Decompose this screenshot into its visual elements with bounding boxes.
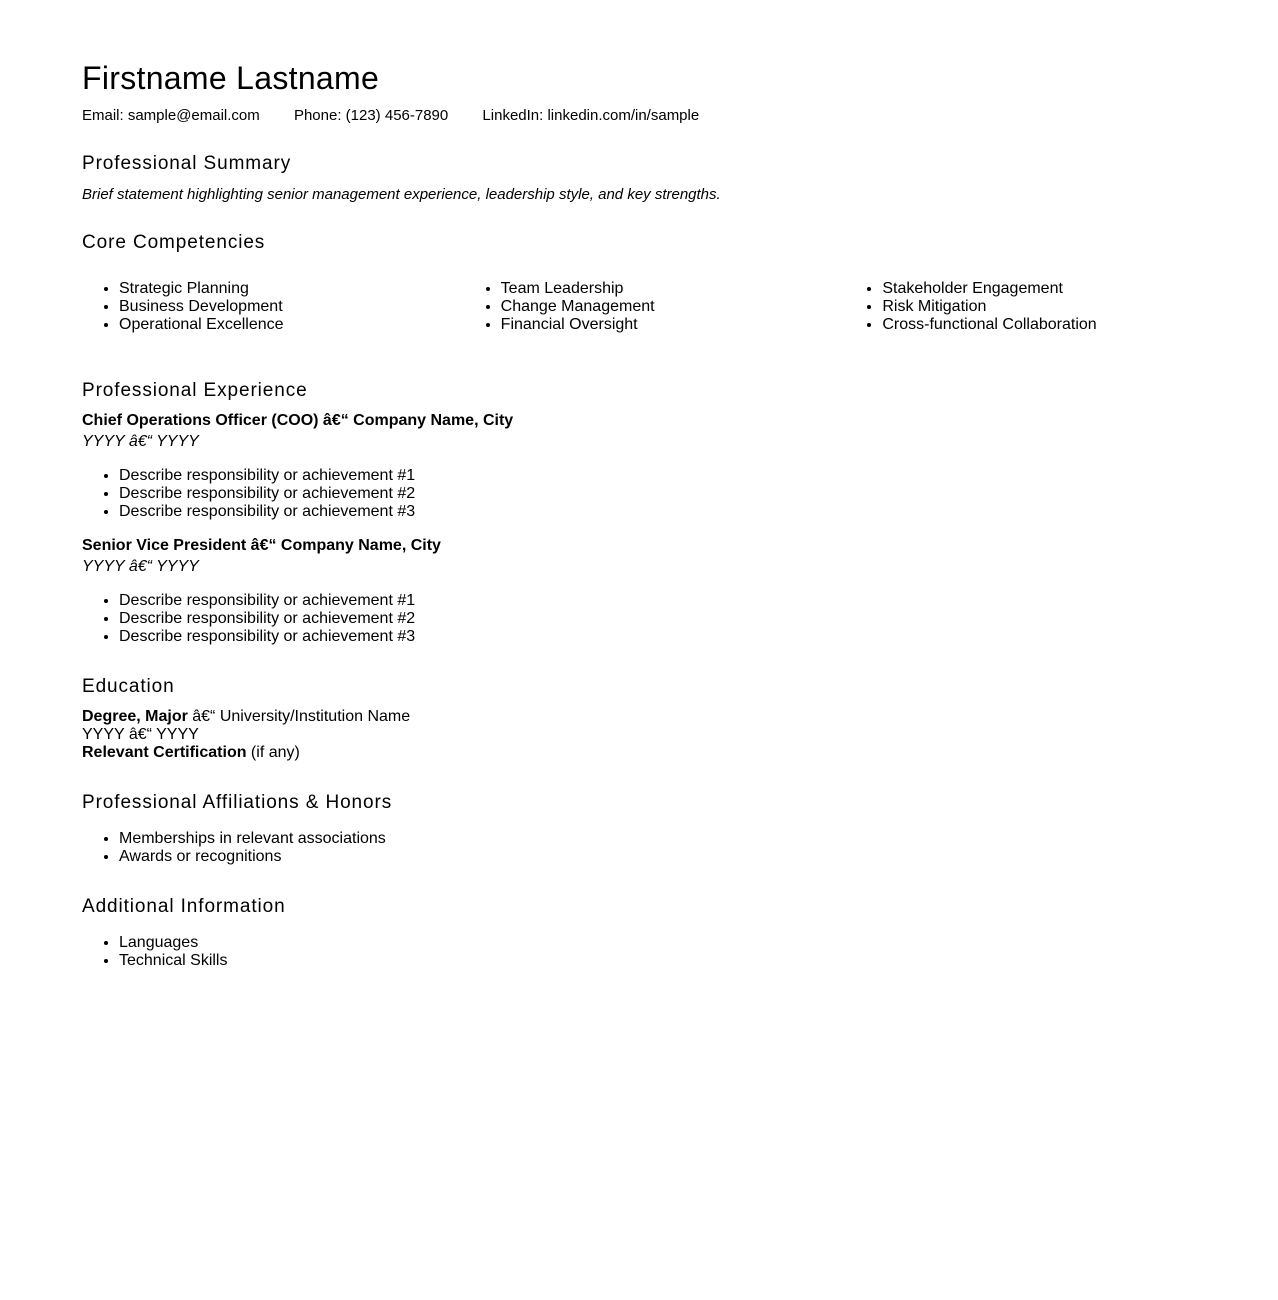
competencies-column-2 (464, 280, 846, 334)
degree-major: Degree, Major (82, 708, 188, 725)
certification-note: (if any) (246, 744, 300, 761)
institution: â€“ University/Institution Name (187, 708, 411, 725)
education-certification (82, 744, 410, 762)
additional-list (82, 934, 227, 970)
education-block (82, 708, 410, 762)
candidate-name: Firstname Lastname (82, 60, 380, 96)
list-item: • Memberships in relevant associations (119, 830, 386, 848)
certification-label: Relevant Certification (82, 744, 247, 761)
list-item: • Change Management (501, 298, 846, 316)
list-item: • Describe responsibility or achievement #3 (119, 503, 415, 521)
list-item: • Awards or recognitions (119, 848, 386, 866)
contact-line (82, 107, 729, 125)
job-dates: YYYY â€“ YYYY (82, 558, 199, 575)
list-item: • Business Development (119, 298, 464, 316)
list-item: • Describe responsibility or achievement #1 (119, 592, 415, 610)
list-item: • Describe responsibility or achievement #2 (119, 610, 415, 628)
section-heading-competencies: Core Competencies (82, 232, 266, 253)
list-item: • Strategic Planning (119, 280, 464, 298)
education-dates: YYYY â€“ YYYY (82, 726, 199, 743)
list-item: • Cross-functional Collaboration (882, 316, 1227, 334)
list-item: • Stakeholder Engagement (882, 280, 1227, 298)
contact-linkedin: LinkedIn: linkedin.com/in/sample (482, 107, 700, 124)
list-item: • Risk Mitigation (882, 298, 1227, 316)
summary-text: Brief statement highlighting senior management experience, leadership style, and key strengths. (82, 186, 721, 203)
section-heading-education: Education (82, 676, 175, 697)
list-item: • Describe responsibility or achievement #1 (119, 467, 415, 485)
list-item: • Operational Excellence (119, 316, 464, 334)
contact-email: Email: sample@email.com (82, 107, 260, 124)
job-bullets (82, 467, 415, 521)
list-item: • Languages (119, 934, 227, 952)
list-item: • Describe responsibility or achievement #3 (119, 628, 415, 646)
job-dates: YYYY â€“ YYYY (82, 433, 199, 450)
list-item: • Describe responsibility or achievement #2 (119, 485, 415, 503)
affiliations-list (82, 830, 386, 866)
job-title: Senior Vice President â€“ Company Name, City (82, 537, 441, 554)
contact-phone: Phone: (123) 456-7890 (293, 107, 449, 124)
job-title: Chief Operations Officer (COO) â€“ Company Name, City (82, 412, 514, 429)
section-heading-summary: Professional Summary (82, 153, 292, 174)
list-item: • Financial Oversight (501, 316, 846, 334)
competencies-column-1 (82, 280, 464, 334)
section-heading-affiliations: Professional Affiliations & Honors (82, 792, 393, 813)
competencies-column-3 (845, 280, 1227, 334)
list-item: • Team Leadership (501, 280, 846, 298)
education-degree (82, 708, 410, 726)
list-item: • Technical Skills (119, 952, 227, 970)
job-bullets (82, 592, 415, 646)
competencies-grid (82, 280, 1227, 334)
section-heading-experience: Professional Experience (82, 380, 308, 401)
section-heading-additional: Additional Information (82, 896, 286, 917)
